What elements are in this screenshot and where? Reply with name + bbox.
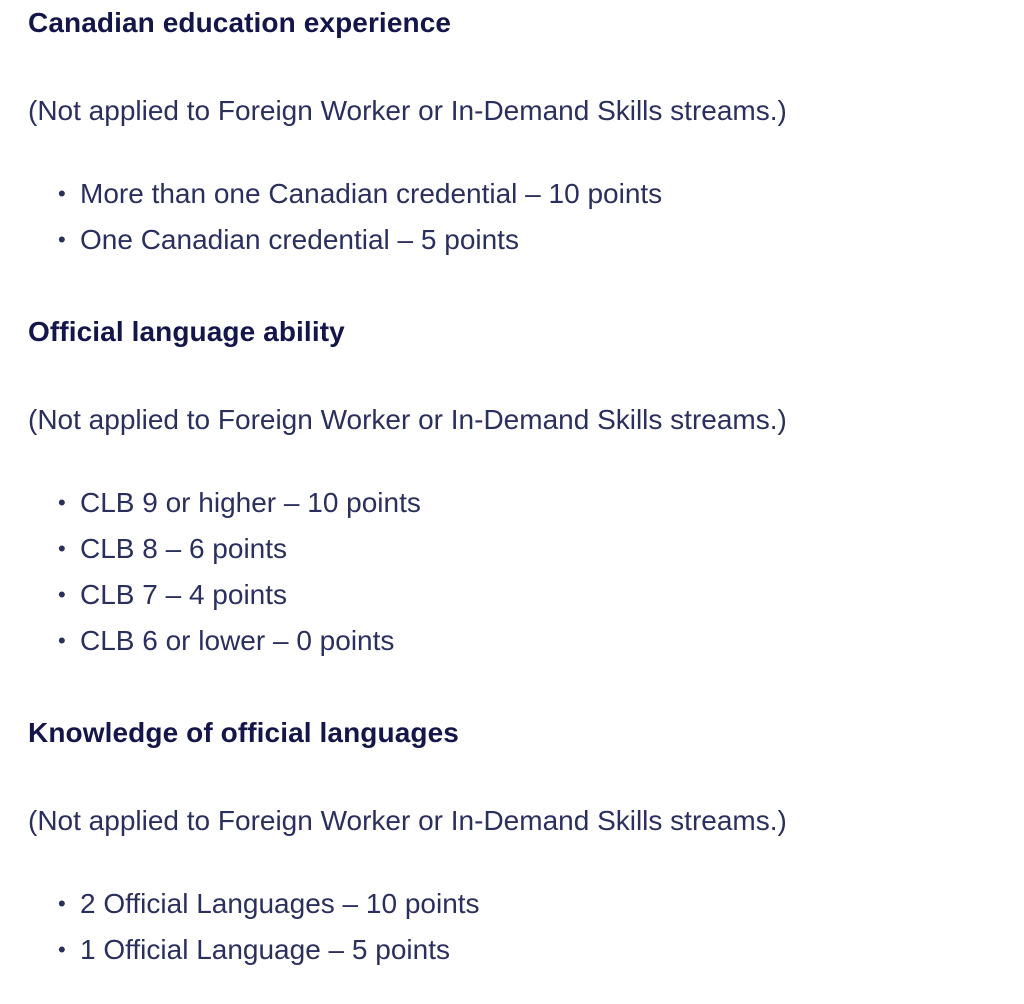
list-item: [28, 526, 1008, 572]
list-item: [28, 927, 1008, 973]
section-knowledge-of-official-languages: [28, 716, 1008, 973]
list-item-text: 2 Official Languages – 10 points: [80, 888, 480, 919]
list-item-text: CLB 7 – 4 points: [80, 579, 288, 610]
points-list: [28, 171, 1008, 263]
list-item: [28, 217, 1008, 263]
bullet-icon: •: [58, 536, 66, 561]
list-item-text: More than one Canadian credential – 10 points: [80, 178, 663, 209]
bullet-icon: •: [58, 582, 66, 607]
bullet-icon: •: [58, 490, 66, 515]
bullet-icon: •: [58, 181, 66, 206]
section-heading: Canadian education experience: [28, 7, 452, 38]
section-canadian-education: [28, 6, 1008, 263]
list-item-text: CLB 6 or lower – 0 points: [80, 625, 395, 656]
section-note: (Not applied to Foreign Worker or In-Demand Skills streams.): [28, 805, 787, 836]
list-item: [28, 480, 1008, 526]
section-note: (Not applied to Foreign Worker or In-Demand Skills streams.): [28, 95, 787, 126]
list-item-text: CLB 8 – 6 points: [80, 533, 288, 564]
list-item: [28, 881, 1008, 927]
points-list: [28, 881, 1008, 973]
section-official-language-ability: [28, 315, 1008, 664]
list-item: [28, 171, 1008, 217]
list-item-text: 1 Official Language – 5 points: [80, 934, 450, 965]
section-heading: Knowledge of official languages: [28, 717, 459, 748]
points-list: [28, 480, 1008, 664]
bullet-icon: •: [58, 628, 66, 653]
section-heading: Official language ability: [28, 316, 345, 347]
list-item-text: CLB 9 or higher – 10 points: [80, 487, 421, 518]
section-note: (Not applied to Foreign Worker or In-Demand Skills streams.): [28, 404, 787, 435]
bullet-icon: •: [58, 891, 66, 916]
list-item: [28, 572, 1008, 618]
list-item: [28, 618, 1008, 664]
list-item-text: One Canadian credential – 5 points: [80, 224, 519, 255]
bullet-icon: •: [58, 937, 66, 962]
bullet-icon: •: [58, 227, 66, 252]
